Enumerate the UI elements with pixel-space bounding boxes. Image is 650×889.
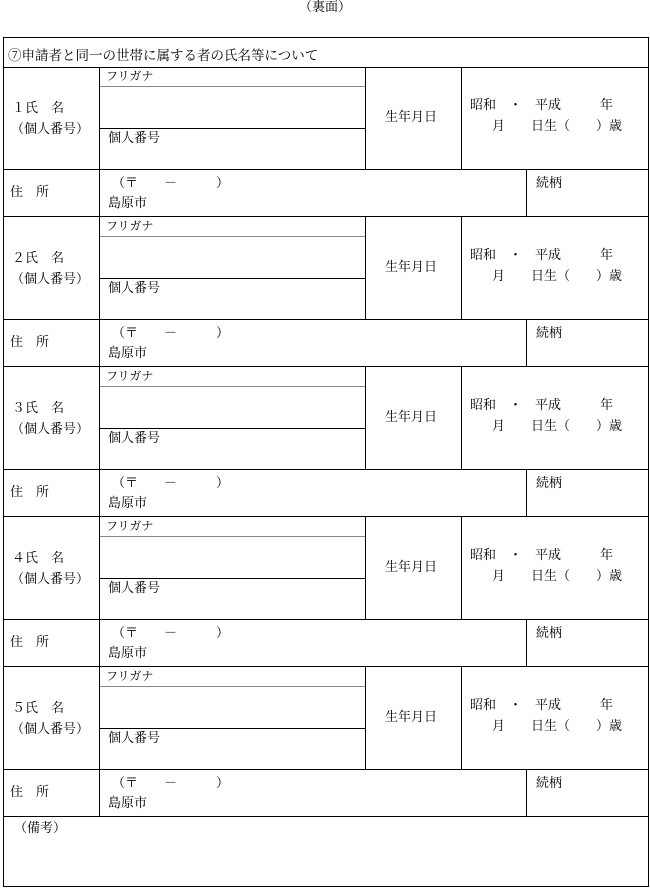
furigana-field[interactable] (100, 667, 365, 686)
birthdate-label-cell (366, 67, 462, 169)
name-field[interactable] (100, 687, 365, 727)
birthdate-label: 生年月日 (385, 110, 438, 125)
postal-code-text: （〒 － ） (112, 776, 230, 791)
birthdate-label-cell (366, 667, 462, 769)
household-member-block (4, 367, 648, 517)
address-label-cell (4, 620, 100, 666)
furigana-label: フリガナ (106, 219, 154, 233)
mynumber-field[interactable] (100, 729, 365, 769)
member-name-row (4, 217, 648, 320)
member-number: １ (12, 101, 26, 116)
furigana-label: フリガナ (106, 669, 154, 683)
member-name-row (4, 517, 648, 620)
birthdate-label-cell (366, 367, 462, 469)
member-number: ４ (12, 551, 26, 566)
mynumber-label: 個人番号 (108, 281, 161, 296)
member-address-row (4, 620, 648, 667)
member-label-cell (4, 367, 100, 469)
remarks-label: （備考） (14, 821, 67, 836)
city-text: 島原市 (108, 646, 148, 661)
member-name-label: 氏 名 (25, 701, 65, 716)
name-field[interactable] (100, 387, 365, 427)
address-field[interactable] (100, 770, 527, 816)
relationship-label: 続柄 (536, 476, 563, 491)
era-text: 昭和 ・ 平成 年 (470, 698, 614, 713)
address-label-cell (4, 170, 100, 216)
address-label: 住 所 (10, 485, 50, 500)
birthdate-field[interactable] (462, 667, 650, 769)
mynumber-field[interactable] (100, 279, 365, 319)
address-label-cell (4, 320, 100, 366)
name-field[interactable] (100, 537, 365, 577)
furigana-label: フリガナ (106, 69, 154, 83)
relationship-label: 続柄 (536, 326, 563, 341)
member-number: ３ (12, 401, 26, 416)
month-day-age-text: 月 日生（ ）歳 (492, 419, 623, 434)
member-name-label: 氏 名 (25, 401, 65, 416)
postal-code-text: （〒 － ） (112, 326, 230, 341)
furigana-label: フリガナ (106, 519, 154, 533)
birthdate-label: 生年月日 (385, 410, 438, 425)
furigana-field[interactable] (100, 517, 365, 536)
relationship-field[interactable] (527, 620, 650, 666)
relationship-label: 続柄 (536, 626, 563, 641)
city-text: 島原市 (108, 346, 148, 361)
postal-code-text: （〒 － ） (112, 176, 230, 191)
member-name-label: 氏 名 (25, 251, 65, 266)
relationship-field[interactable] (527, 470, 650, 516)
member-number: ５ (12, 701, 26, 716)
address-field[interactable] (100, 470, 527, 516)
member-mynumber-label: （個人番号） (11, 722, 90, 737)
page-heading: （裏面） (298, 0, 351, 15)
member-name-label: 氏 名 (25, 551, 65, 566)
relationship-field[interactable] (527, 170, 650, 216)
member-name-cell (100, 217, 366, 319)
mynumber-label: 個人番号 (108, 581, 161, 596)
remarks-area[interactable] (4, 817, 648, 887)
member-number: ２ (12, 251, 26, 266)
birthdate-label-cell (366, 217, 462, 319)
city-text: 島原市 (108, 496, 148, 511)
furigana-field[interactable] (100, 217, 365, 236)
member-mynumber-label: （個人番号） (11, 422, 90, 437)
member-address-row (4, 170, 648, 217)
address-label-cell (4, 470, 100, 516)
address-label: 住 所 (10, 335, 50, 350)
month-day-age-text: 月 日生（ ）歳 (492, 569, 623, 584)
address-field[interactable] (100, 620, 527, 666)
section-title: ⑦申請者と同一の世帯に属する者の氏名等について (8, 48, 319, 64)
birthdate-field[interactable] (462, 517, 650, 619)
household-member-block (4, 67, 648, 217)
member-mynumber-label: （個人番号） (11, 272, 90, 287)
member-name-cell (100, 517, 366, 619)
mynumber-label: 個人番号 (108, 131, 161, 146)
member-address-row (4, 770, 648, 817)
household-member-block (4, 217, 648, 367)
relationship-field[interactable] (527, 320, 650, 366)
mynumber-field[interactable] (100, 429, 365, 469)
member-label-cell (4, 217, 100, 319)
member-name-cell (100, 367, 366, 469)
postal-code-text: （〒 － ） (112, 476, 230, 491)
member-mynumber-label: （個人番号） (11, 572, 90, 587)
relationship-label: 続柄 (536, 776, 563, 791)
mynumber-label: 個人番号 (108, 731, 161, 746)
name-field[interactable] (100, 87, 365, 127)
era-text: 昭和 ・ 平成 年 (470, 548, 614, 563)
era-text: 昭和 ・ 平成 年 (470, 98, 614, 113)
birthdate-field[interactable] (462, 67, 650, 169)
member-name-row (4, 667, 648, 770)
mynumber-field[interactable] (100, 129, 365, 169)
era-text: 昭和 ・ 平成 年 (470, 398, 614, 413)
member-name-row (4, 67, 648, 170)
furigana-label: フリガナ (106, 369, 154, 383)
birthdate-label: 生年月日 (385, 260, 438, 275)
furigana-field[interactable] (100, 67, 365, 86)
member-label-cell (4, 667, 100, 769)
address-label: 住 所 (10, 185, 50, 200)
birthdate-label: 生年月日 (385, 560, 438, 575)
household-member-block (4, 517, 648, 667)
birthdate-field[interactable] (462, 367, 650, 469)
name-field[interactable] (100, 237, 365, 277)
birthdate-label-cell (366, 517, 462, 619)
member-address-row (4, 320, 648, 367)
address-label: 住 所 (10, 785, 50, 800)
birthdate-label: 生年月日 (385, 710, 438, 725)
household-member-form (3, 37, 649, 887)
month-day-age-text: 月 日生（ ）歳 (492, 119, 623, 134)
household-member-block (4, 667, 648, 817)
member-name-label: 氏 名 (25, 101, 65, 116)
city-text: 島原市 (108, 796, 148, 811)
address-label: 住 所 (10, 635, 50, 650)
month-day-age-text: 月 日生（ ）歳 (492, 719, 623, 734)
birthdate-field[interactable] (462, 217, 650, 319)
furigana-field[interactable] (100, 367, 365, 386)
member-name-row (4, 367, 648, 470)
member-name-cell (100, 667, 366, 769)
month-day-age-text: 月 日生（ ）歳 (492, 269, 623, 284)
mynumber-label: 個人番号 (108, 431, 161, 446)
member-mynumber-label: （個人番号） (11, 122, 90, 137)
section-title-row (4, 38, 648, 68)
mynumber-field[interactable] (100, 579, 365, 619)
era-text: 昭和 ・ 平成 年 (470, 248, 614, 263)
address-field[interactable] (100, 320, 527, 366)
city-text: 島原市 (108, 196, 148, 211)
member-address-row (4, 470, 648, 517)
address-label-cell (4, 770, 100, 816)
member-name-cell (100, 67, 366, 169)
postal-code-text: （〒 － ） (112, 626, 230, 641)
member-label-cell (4, 67, 100, 169)
relationship-field[interactable] (527, 770, 650, 816)
member-label-cell (4, 517, 100, 619)
address-field[interactable] (100, 170, 527, 216)
relationship-label: 続柄 (536, 176, 563, 191)
